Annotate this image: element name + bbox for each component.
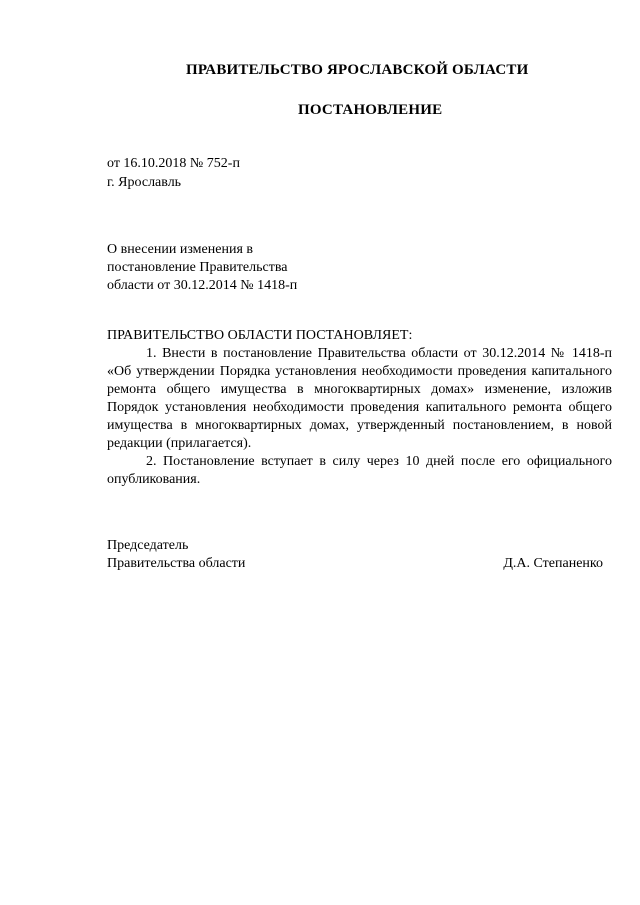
document-body — [107, 345, 612, 489]
signer-name: Д.А. Степаненко — [503, 556, 603, 571]
date-number: от 16.10.2018 № 752-п — [107, 156, 240, 171]
subject-line: области от 30.12.2014 № 1418-п — [107, 278, 298, 293]
document-type: ПОСТАНОВЛЕНИЕ — [298, 102, 443, 118]
resolves-heading: ПРАВИТЕЛЬСТВО ОБЛАСТИ ПОСТАНОВЛЯЕТ: — [107, 328, 413, 343]
subject-line: О внесении изменения в — [107, 242, 253, 257]
subject-line: постановление Правительства — [107, 260, 288, 275]
body-item: 1. Внести в постановление Правительства области от 30.12.2014 № 1418-п «Об утверждении Порядка установления необходимости проведения капитального ремонта общего имущества в многоквартирных домах» изменение, изложив Порядок установления необходимости проведения капитального ремонта общего имущества в многоквартирных домах, утвержденный постановлением, в новой редакции (прилагается). — [107, 346, 612, 451]
document-subject — [107, 241, 297, 295]
signer-position: Председатель — [107, 538, 189, 553]
government-title: ПРАВИТЕЛЬСТВО ЯРОСЛАВСКОЙ ОБЛАСТИ — [186, 62, 529, 78]
city: г. Ярославль — [107, 175, 182, 190]
body-item: 2. Постановление вступает в силу через 10 дней после его официального опубликования. — [107, 454, 612, 487]
signer-position: Правительства области — [107, 556, 246, 571]
